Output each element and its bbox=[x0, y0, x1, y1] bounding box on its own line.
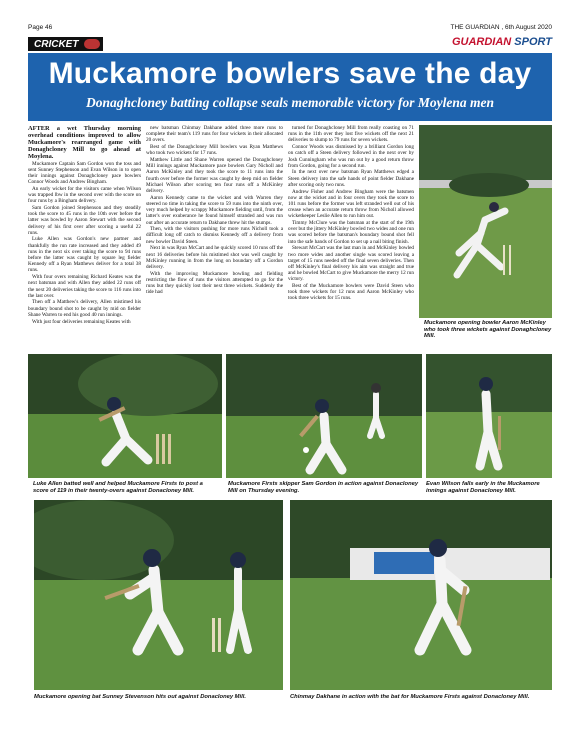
article-paragraph: Timmy McClure was the batsman at the start of the 19th over but the jittery McKinley bowled two wides and one run was scored before the batsman's boundary bound shot fell into the safe hands of Gordon to set up a nail biting finish. bbox=[288, 220, 414, 245]
section-tag bbox=[28, 37, 103, 51]
article-paragraph: Muckamore Captain Sam Gordon won the toss and sent Sunney Stephenson and Evan Wilson in to open their innings against Donaghcloney pace bowlers Connor Woods and Andrew Bingham. bbox=[28, 160, 141, 186]
logo-guardian: GUARDIAN bbox=[451, 36, 512, 48]
issue-date: THE GUARDIAN , 6th August 2020 bbox=[450, 24, 552, 31]
article-paragraph: An early wicket for the visitors came when Wilson was trapped lbw in the second over with the score on four runs by a Bingham delivery. bbox=[28, 185, 141, 205]
article-paragraph: Aaron Kennedy came to the wicket and with Warren they steered no time in taking the score to 59 runs into the ninth over, very much helped by scrappy Muckamore fielding until, from the latter's over exuberance he found himself stranded and was run out after an accurate return to Dakhane threw hit the stumps. bbox=[146, 194, 283, 226]
guardian-sport-logo bbox=[452, 36, 552, 48]
photo-evan-wilson bbox=[426, 354, 552, 478]
article-column-1 bbox=[28, 125, 141, 350]
article-paragraph: Matthew Little and Shane Warren opened the Donaghcloney Mill innings against Muckamore pace bowlers Gary Nicholl and Aaron McKinley and they took the score to 11 runs into the fourth over before the former was caught by deep mid on fielder Michael Wilson after scoring ten four runs off a McKinley delivery. bbox=[146, 157, 283, 195]
article-paragraph: Then, with the visitors pushing for more runs Nicholl took a difficult long off catch to dismiss Kennedy off a delivery from new bowler David Steen. bbox=[146, 226, 283, 245]
article-paragraph: Andrew Fisher and Andrew Bingham were the batsmen now at the wicket and in four overs they took the score to 101 runs before the former was left stranded well out of his crease when an accurate return throw from Nicholl allowed wicketkeeper Leslie Allen to run him out. bbox=[288, 188, 414, 220]
headline: Muckamore bowlers save the day bbox=[48, 57, 532, 90]
article-paragraph: Sam Gordon joined Stephenson and they steadily took the score to 45 runs in the 10th over before the latter was bowled by Aaron Stewart with the second delivery of his first over after scoring a useful 22 runs. bbox=[28, 204, 141, 236]
article-column-2 bbox=[146, 125, 283, 350]
subheadline: Donaghcloney batting collapse seals memorable victory for Moylena men bbox=[86, 95, 494, 110]
article-paragraph: new batsman Chinmay Dakhane added three more runs to complete their team's 119 runs for four wickets in their allocated 20 overs. bbox=[146, 125, 283, 144]
article-paragraph: turned for Donaghcloney Mill from really coasting on 71 runs in the 11th over they lost five wickets off the next 21 deliveries to slump to 79 runs for seven wickets. bbox=[288, 125, 414, 144]
photo-bowler-mckinley bbox=[419, 125, 552, 318]
article-paragraph: Best of the Donaghcloney Mill bowlers was Ryan Matthews who took two wickets for 17 runs. bbox=[146, 144, 283, 157]
article-paragraph: Luke Allen was Gordon's new partner and thankfully the run rate increased and they added 49 runs in the next six over taking the score to 94 runs before the latter was caught by square leg fielder Kennedy off a Ryan Matthews deliver for a total 38 runs. bbox=[28, 236, 141, 274]
article-paragraph: Connor Woods was dismissed by a brilliant Gordon long on catch off a Steen delivery followed in the next over by Josh Cunningham who was run out by a good return throw from Gordon, going for a second run. bbox=[288, 144, 414, 169]
page-number: Page 46 bbox=[28, 24, 53, 31]
caption-luke-allen: Luke Allen batted well and helped Muckamore Firsts to post a score of 119 in their twenty-overs against Donacloney Mill. bbox=[33, 481, 203, 494]
photo-luke-allen bbox=[28, 354, 222, 478]
caption-sam-gordon: Muckamore Firsts skipper Sam Gordon in action against Donacloney Mill on Thursday evening. bbox=[228, 481, 419, 494]
photo-chinmay-dakhane bbox=[290, 500, 552, 690]
headline-banner bbox=[28, 53, 552, 121]
article-paragraph: Best of the Muckamore bowlers were David Steen who took three wickets for 12 runs and Aaron McKinley who took three wickets for 15 runs. bbox=[288, 283, 414, 302]
caption-bowler: Muckamore opening bowler Aaron McKinley who took three wickets against Donaghcloney Mill. bbox=[424, 320, 552, 340]
photo-sam-gordon bbox=[226, 354, 422, 478]
article-paragraph: Next in was Ryan McCart and he quickly scored 10 runs off the next 16 deliveries before his mistimed shot was well caught by McKinley running in from the long on boundary off a Gordon delivery. bbox=[146, 245, 283, 270]
section-label: CRICKET bbox=[34, 39, 79, 50]
caption-evan-wilson: Evan Wilson falls early in the Muckamore innings against Donacloney Mill. bbox=[426, 481, 540, 494]
caption-sunney-stevenson: Muckamore opening bat Sunney Stevenson hits out against Donacloney Mill. bbox=[34, 694, 246, 700]
cricket-ball-icon bbox=[84, 39, 100, 49]
caption-chinmay-dakhane: Chinmay Dakhane in action with the bat for Muckamore Firsts against Donacloney Mill. bbox=[290, 694, 530, 700]
article-paragraph: With four overs remaining Richard Keates was the next batsman and with Allen they added 22 runs off the next 20 deliveries taking the score to 116 runs into the last over. bbox=[28, 274, 141, 299]
article-column-3 bbox=[288, 125, 414, 350]
article-paragraph: Stewart McCart was the last man in and McKinley bowled two more wides and another single was scored leaving a target of 15 runs needed off the final seven deliveries. Then off McKinley's final delivery his aim was straight and true and he bowled McCart to give Muckamore the merry 12 run victory. bbox=[288, 245, 414, 283]
photo-sunney-stevenson bbox=[34, 500, 283, 690]
article-paragraph: In the next over new batsman Ryan Matthews edged a Steen delivery into the safe hands of point fielder Dakhane after scoring only two runs. bbox=[288, 169, 414, 188]
logo-sport: SPORT bbox=[514, 36, 552, 48]
lead-paragraph: AFTER a wet Thursday morning overhead conditions improved to allow Muckamore's rearranged game with Donaghcloney Mill to go ahead at Moylena. bbox=[28, 125, 141, 160]
page-header bbox=[28, 24, 552, 34]
article-paragraph: With just four deliveries remaining Keates with bbox=[32, 318, 131, 325]
article-paragraph: With the improving Muckamore bowling and fielding restricting the flow of runs the visitors attempted to go for the runs but they quickly lost their next three wickets. Suddenly the tide had bbox=[146, 270, 283, 296]
article-paragraph: Then off a Matthew's delivery, Allen mistimed his boundary bound shot to be caught by mid on fielder Shane Warren to end his good 40 run innings. bbox=[28, 299, 141, 318]
